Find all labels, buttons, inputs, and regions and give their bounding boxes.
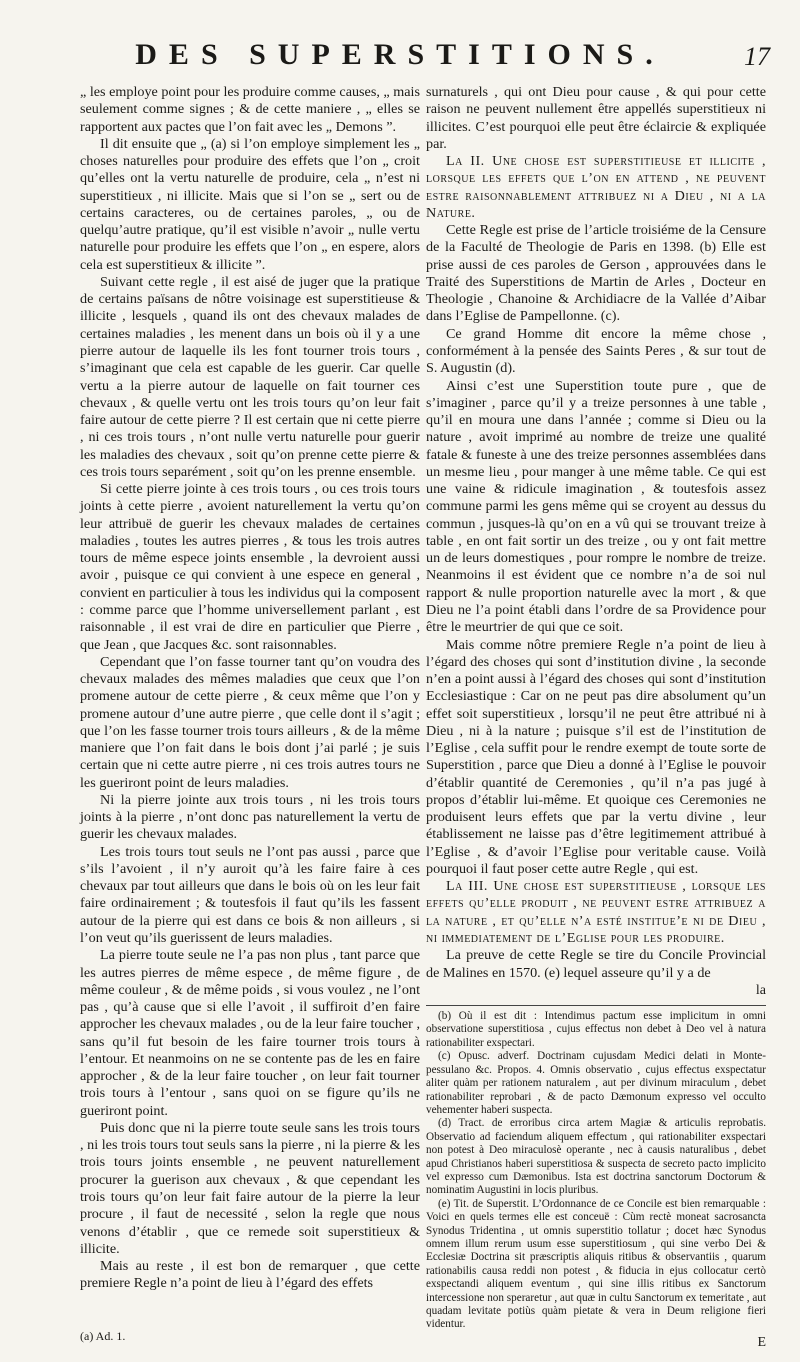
catchword: la (755, 982, 766, 998)
paragraph: Cependant que l’on fasse tourner tant qu’on voudra des chevaux malades des mêmes maladies que ceux que l’on promene autour de cette pierre , & ceux même que l’on y promene autour d’une autre pierre , que celle dont il s’agit ; que l’on les fasse tourner trois tours ailleurs , & de la même maniere que l’on fait dans le bois dont j’ai parlé ; je suis certain que ni cette autre pierre , ni ces trois autres tours ne les gueriront point de leurs maladies. (80, 653, 420, 791)
left-column (80, 84, 420, 1293)
footnote-rule (426, 1005, 766, 1006)
rule-heading: La II. Une chose est superstitieuse et illicite , lorsque les effets que l’on en attend , ne peuvent estre raisonnablement attribuez ni a Dieu , ni a la Nature. (426, 153, 766, 221)
paragraph: Si cette pierre jointe à ces trois tours , ou ces trois tours joints à cette pierre , avoient naturellement la vertu qu’on leur attribuë de guerir les chevaux malades de certaines maladies , toutes les autres pierres , & tous les trois autres tours de même espece joints ensemble , la devroient aussi avoir , puisque ce qui convient à une espece en general , convient en particulier à tous les individus qui la composent : comme parce que l’homme universellement parlant , est raisonnable , il est vrai de dire en particulier que Pierre , que Jean , que Jacques &c. sont raisonnables. (80, 481, 420, 653)
paragraph: Les trois tours tout seuls ne l’ont pas aussi , parce que s’ils l’avoient , il n’y auroit qu’à les faire faire à ces chevaux par tout ailleurs que dans le bois où on les leur fait faire ordinairement ; & toutesfois il faut qu’ils les fassent autour de la pierre qui est dans ce bois & non ailleurs , si l’on veut qu’ils guerissent de leurs maladies. (80, 843, 420, 947)
paragraph: La pierre toute seule ne l’a pas non plus , tant parce que les autres pierres de même espece , de même figure , de même couleur , & de même poids , si vous voulez , ne l’ont pas , qu’à cause que si elle l’avoit , il suffiroit d’en faire approcher les chevaux malades , ou de la leur faire toucher , sans qu’il fut besoin de les faire tourner trois tours à l’entour. Et neanmoins on ne se contente pas de les en faire approcher , & de la leur faire toucher , on leur fait tourner trois tours à l’entour , sans quoi on se figure qu’ils ne gueriront point. (80, 947, 420, 1119)
footnote: (e) Tit. de Superstit. L’Ordonnance de ce Concile est bien remarquable : Voici en quels termes elle est conceuë : Cùm rectè moneat sacrosancta Synodus Tridentina , ut omnis superstitio tollatur ; docet hæc Synodus omnem illum rerum usum esse superstitiosum , qui sine verbo Dei & Ecclesiæ Doctrina sit præscriptis aliquis ritibus & observantiis , quarum rationabilis causa reddi non potest , & fiducia in ejus collocatur certò exspectandi aliquem eventum , qui sine illis ritibus ex Sanctorum intercessione non speraretur , aut quæ in cultu Sanctorum ex temeritate , aut quadam levitate potiùs quàm pietate & vera in Deum religione fieri videntur. (426, 1197, 766, 1331)
paragraph: „ les employe point pour les produire comme causes, „ mais seulement comme signes ; & de cette maniere , „ elles se rapportent aux pactes que l’on fait avec les „ Demons ”. (80, 84, 420, 135)
footnotes (426, 1010, 766, 1332)
rule-heading: La III. Une chose est superstitieuse , lorsque les effets qu’elle produit , ne peuvent estre attribuez a la nature , et qu’elle n’a esté institue’e ni de Dieu , ni immediatement de l’Eglise pour les produire. (426, 878, 766, 947)
paragraph: surnaturels , qui ont Dieu pour cause , & qui pour cette raison ne peuvent nullement être appellés superstitieux ni illicites. C’est pourquoi elle peut être éclaircie & expliquée par. (426, 84, 766, 152)
paragraph: Ni la pierre jointe aux trois tours , ni les trois tours joints à la pierre , n’ont donc pas naturellement la vertu de guerir les chevaux malades. (80, 791, 420, 843)
paragraph: La preuve de cette Regle se tire du Concile Provincial de Malines en 1570. (e) lequel asseure qu’il y a de (426, 947, 766, 981)
right-column (426, 84, 766, 1351)
paragraph: Ce grand Homme dit encore la même chose , conformément à la pensée des Saints Peres , & sur tout de S. Augustin (d). (426, 325, 766, 377)
left-footnote: (a) Ad. 1. (80, 1329, 126, 1343)
running-head: DES SUPERSTITIONS. (135, 38, 665, 71)
footnote: (d) Tract. de erroribus circa artem Magiæ & articulis reprobatis. Observatio ad faciendum aliquem effectum , qui rationabiliter exspectari non potest à Deo miraculosè operante , nec à causis naturalibus , debet apud Christianos haberi superstitiosa & suspecta de secreto pacto implicito vel expresso cum Dæmonibus. Ista est doctrina sanctorum Doctorum & nominatim Augustini in locis pluribus. (426, 1117, 766, 1197)
paragraph: Suivant cette regle , il est aisé de juger que la pratique de certains païsans de nôtre voisinage est superstitieuse & illicite , lesquels , quand ils ont des chevaux malades de certaines maladies , les menent dans un bois où il y a une pierre autour de laquelle ils les font tourner trois tours , s’imaginant que cela est capable de les guerir. Car quelle vertu a la pierre autour de laquelle on fait tourner ces chevaux , & quelle vertu ont les trois tours qu’on leur fait faire autour de cette pierre ? Il est certain que ni cette pierre , ni ces trois tours , n’ont nulle vertu naturelle pour guerir les maladies des chevaux , soit qu’on prenne cette pierre & ces trois tours separément , soit qu’on les prenne ensemble. (80, 273, 420, 480)
paragraph: Cette Regle est prise de l’article troisiéme de la Censure de la Faculté de Theologie de Paris en 1398. (b) Elle est prise aussi de ces paroles de Gerson , approuvées dans le Traité des Superstitions de Martin de Arles , Docteur en Theologie , Chanoine & Archidiacre de la Vallée d’Aibar dans l’Eglise de Pampellonne. (c). (426, 222, 766, 325)
page-header (80, 20, 770, 74)
footnote: (c) Opusc. adverf. Doctrinam cujusdam Medici delati in Monte-pessulano &c. Propos. 4. Omnis observatio , cujus effectus exspectatur aliter quàm per rationem naturalem , aut per divinum miraculum , debet rationabiliter reprobari , & de pacto Dæmonum expresso vel occulto vehementer haberi suspecta. (426, 1050, 766, 1116)
page-number: 17 (744, 42, 770, 71)
paragraph: Mais comme nôtre premiere Regle n’a point de lieu à l’égard des choses qui sont d’institution divine , la seconde n’en a point aussi à l’égard des choses qui sont d’institution Ecclesiastique : Car on ne peut pas dire absolument qu’un effet soit superstitieux , lorsqu’il ne peut être attribué ni à Dieu , ni à la nature ; puisque s’il est de l’institution de l’Eglise , cela suffit pour le rendre exempt de toute sorte de Superstition , parce que Dieu a donné à l’Eglise le pouvoir d’établir quantité de Ceremonies , qu’il n’a pas jugé à propos d’établir lui-même. Et quoique ces Ceremonies ne produisent leurs effets que par la vertu divine , leur établissement ne laisse pas d’être legitimement attribué à l’Eglise , & d’avoir l’Eglise pour veritable cause. Voilà pourquoi il faut poser cette autre Regle , qui est. (426, 636, 766, 877)
footnote: (b) Où il est dit : Intendimus pactum esse implicitum in omni observatione superstitiosa , cujus effectus non debet à Deo vel à natura rationabiliter exspectari. (426, 1010, 766, 1049)
paragraph: Mais au reste , il est bon de remarquer , que cette premiere Regle n’a point de lieu à l’égard des effets (80, 1258, 420, 1292)
signature-mark: E (757, 1334, 766, 1350)
paragraph: Ainsi c’est une Superstition toute pure , que de s’imaginer , parce qu’il y a treize personnes à une table , qu’il en moura une dans l’année ; comme si Dieu ou la nature , avoit imprimé au nombre de treize une qualité fatale & funeste à une des treize personnes assemblées dans un mesme lieu , pour manger à une même table. Ce qui est une vaine & ridicule imagination , & toutesfois assez commune parmi les gens même qui se croyent au dessus du commun , jusques-là qu’on en a vû qui se trouvant treize à table , en ont fait sortir un des treize , ou y ont fait mettre un de leurs domestiques , pour rompre le nombre de treize. Neanmoins il est évident que ce nombre n’a de soi nul rapport & nulle proportion naturelle avec la mort , & que Dieu ne l’a point établi dans l’ordre de sa Providence pour être le meurtrier de qui que ce soit. (426, 377, 766, 636)
paragraph: Il dit ensuite que „ (a) si l’on employe simplement les „ choses naturelles pour produire des effets que l’on „ croit qu’elles ont la vertu naturelle de produire, cela „ n’est ni superstitieux , ni illicite. Mais que si l’on se „ sert ou de certains caracteres, ou de certaines paroles, „ ou de quelqu’autre pratique, qu’il est visible n’avoir „ nulle vertu naturelle pour produire les effets que l’on „ en espere, alors cela est superstitieux & illicite ”. (80, 135, 420, 273)
paragraph: Puis donc que ni la pierre toute seule sans les trois tours , ni les trois tours tout seuls sans la pierre , ni la pierre & les trois tours joints ensemble , ne peuvent naturellement procurer la guerison aux chevaux , & que cependant les trois tours qu’on leur fait faire autour de la pierre la leur procure , il faut de necessité , selon la regle que nous venons d’établir , que ce remede soit superstitieux & illicite. (80, 1119, 420, 1257)
